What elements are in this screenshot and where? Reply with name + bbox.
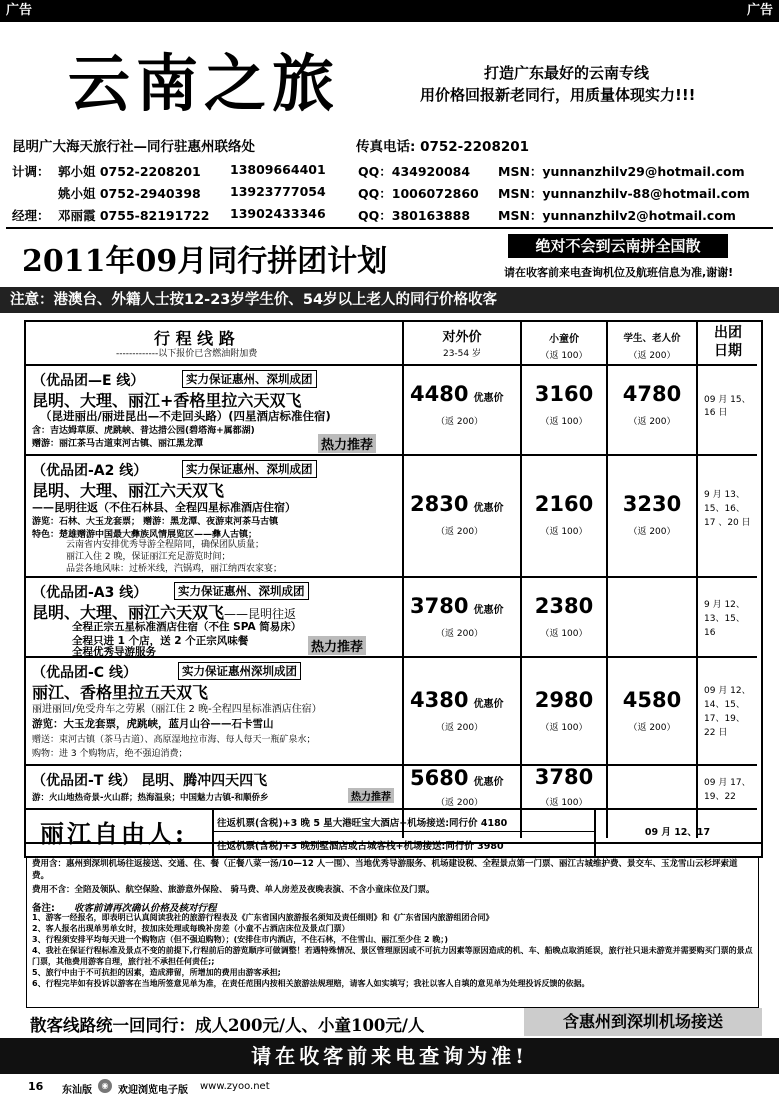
route-guarantee: 实力保证惠州深圳成团 bbox=[178, 662, 301, 680]
return-label: （返 100） bbox=[540, 527, 588, 537]
route-dates: 09 月 17、19、22 bbox=[704, 778, 751, 802]
route-name: 昆明、腾冲四天四飞 bbox=[141, 773, 268, 789]
route-desc: ——昆明往返（不住石林县、全程四星标准酒店住宿） bbox=[32, 501, 296, 514]
logo-icon: ◉ bbox=[98, 1079, 112, 1093]
route-tail: ——昆明往返 bbox=[224, 607, 297, 621]
slogan-2: 用价格回报新老同行，用质量体现实力!!! bbox=[420, 86, 696, 104]
return-label: （返 200） bbox=[436, 527, 484, 537]
route-line: 品尝各地风味：过桥米线，汽锅鸡，丽江纳西农家宴； bbox=[66, 564, 283, 574]
airport-badge: 含惠州到深圳机场接送 bbox=[524, 1008, 762, 1036]
student-price: 3230 bbox=[622, 492, 682, 516]
top-bar bbox=[0, 0, 779, 22]
route-name: 丽江、香格里拉五天双飞 bbox=[32, 683, 209, 702]
call-banner: 请在收客前来电查询为准! bbox=[0, 1038, 779, 1074]
note-head: 收客前请再次确认价格及核对行程 bbox=[74, 903, 217, 914]
terms-item: 2、客人报名出现单男单女时，按加床处理或每晚补房差（小童不占酒店床位及景点门票） bbox=[32, 924, 350, 933]
return-label: （返 200） bbox=[628, 723, 676, 733]
route-line: 全程正宗五星标准酒店住宿（不住 SPA 简易床） bbox=[72, 621, 302, 633]
route-desc: 丽进丽回/免受舟车之劳累（丽江住 2 晚-全程四星标准酒店住宿） bbox=[32, 704, 322, 715]
adult-price-block bbox=[410, 766, 504, 790]
contact-msn: MSN：yunnanzhilv2@hotmail.com bbox=[498, 208, 736, 223]
route-line: 特色：楚雄赠游中国最大彝族风情展览区——彝人古镇； bbox=[32, 530, 258, 540]
notice-bar bbox=[0, 287, 779, 313]
terms-item: 4、我社在保证行程标准及景点不变的前提下,行程前后的游览顺序可做调整！若遇特殊情况、景区管理原因或不可抗力因素等原因造成的机、车、船晚点取消延误，旅行社只退未游览并需要购买门票的景点门票，其他费用游客自理，旅行社不承担任何责任;; bbox=[32, 946, 753, 966]
route-line: 游览：大玉龙套票，虎跳峡，蓝月山谷——石卡雪山 bbox=[32, 718, 274, 730]
terms-item: 6、行程完毕如有投诉以游客在当地所签意见单为准，在责任范围内按相关旅游法规理赔，请客人如实填写；我社以客人自填的意见单为处理投诉反馈的依据。 bbox=[32, 979, 590, 988]
return-label: （返 200） bbox=[436, 629, 484, 639]
adult-price-block bbox=[410, 382, 504, 406]
student-price: 4780 bbox=[622, 382, 682, 406]
free-divider bbox=[212, 808, 214, 856]
offer-label: 优惠价 bbox=[473, 393, 504, 404]
return-label: （返 200） bbox=[436, 417, 484, 427]
header-date: 出团日期 bbox=[714, 325, 742, 359]
contact-mobile: 13923777054 bbox=[230, 184, 326, 199]
terms-item: 1、游客一经报名，即表明已认真阅读我社的旅游行程表及《广东省国内旅游报名须知及责任细则》和《广东省国内旅游组团合同》 bbox=[32, 913, 494, 922]
agency-fax: 传真电话: 0752-2208201 bbox=[356, 139, 530, 155]
contact-role: 经理： bbox=[12, 208, 50, 223]
notice-text: 注意：港澳台、外籍人士按12-23岁学生价、54岁以上老人的同行价格收客 bbox=[10, 292, 498, 308]
adult-price-block bbox=[410, 594, 504, 618]
adult-price: 3780 bbox=[410, 594, 469, 618]
offer-label: 优惠价 bbox=[473, 605, 504, 616]
child-price: 3160 bbox=[534, 382, 594, 406]
route-guarantee: 实力保证惠州、深圳成团 bbox=[174, 582, 309, 600]
brand-title: 云南之旅 bbox=[68, 47, 341, 120]
contact-person: 郭小姐 0752-2208201 bbox=[58, 164, 201, 179]
route-line: 赠游：丽江茶马古道束河古镇、丽江黑龙潭 bbox=[32, 439, 204, 449]
route-line: 云南省内安排优秀导游全程陪同，确保团队质量； bbox=[66, 540, 265, 550]
route-dates: 09 月 15、16 日 bbox=[704, 395, 751, 418]
route-line: 含：吉达姆草原、虎跳峡、普达措公园(碧塔海+属都湖) bbox=[32, 426, 255, 436]
contact-msn: MSN：yunnanzhilv-88@hotmail.com bbox=[498, 186, 750, 201]
agency-name: 昆明广大海天旅行社—同行驻惠州联络处 bbox=[12, 139, 255, 155]
slogan-1: 打造广东最好的云南专线 bbox=[484, 64, 650, 82]
route-line: 游览：石林、大玉龙套票； 赠游：黑龙潭、夜游束河茶马古镇 bbox=[32, 517, 279, 527]
return-label: （返 100） bbox=[540, 798, 588, 808]
no-scatter-badge: 绝对不会到云南拼全国散 bbox=[508, 234, 728, 258]
ad-label-right: 广告 bbox=[746, 3, 773, 18]
plan-note: 请在收客前来电查询机位及航班信息为准,谢谢! bbox=[504, 266, 734, 279]
contact-person: 邓丽霞 0755-82191722 bbox=[58, 208, 210, 223]
route-line: 赠送：束河古镇（茶马古道）、高原湿地拉市海、每人每天一瓶矿泉水； bbox=[32, 735, 316, 745]
return-label: （返 200） bbox=[628, 417, 676, 427]
header-adult-sub: 23-54 岁 bbox=[442, 349, 481, 359]
header-route-sub: -------------以下报价已含燃油附加费 bbox=[116, 349, 258, 359]
header-student: 学生、老人价 bbox=[623, 333, 681, 344]
fee-excluded: 费用不含：全陪及领队、航空保险、旅游意外保险、 骑马费、单人房差及夜晚表演、不含小童床位及门票。 bbox=[32, 885, 435, 895]
student-price: 4580 bbox=[622, 688, 682, 712]
route-tag: （优品团-A3 线） bbox=[32, 585, 148, 601]
edition: 东汕版 bbox=[62, 1085, 92, 1096]
route-line: 丽江入住 2 晚，保证丽江充足游览时间； bbox=[66, 552, 231, 562]
terms-item: 5、旅行中由于不可抗拒的因素，造成滞留，所增加的费用由游客承担; bbox=[32, 968, 281, 977]
header-route: 行 程 线 路 bbox=[154, 329, 235, 348]
route-name: 昆明、大理、丽江六天双飞 bbox=[32, 481, 225, 500]
offer-label: 优惠价 bbox=[473, 699, 504, 710]
return-label: （返 200） bbox=[628, 527, 676, 537]
free-option: 往返机票(含税)+3 晚 5 星大港旺宝大酒店+机场接送:同行价 4180 bbox=[217, 818, 508, 829]
contact-qq: QQ：380163888 bbox=[358, 208, 471, 223]
route-tag: （优品团-T 线） bbox=[32, 773, 137, 789]
contact-mobile: 13809664401 bbox=[230, 162, 326, 177]
page-number: 16 bbox=[28, 1080, 44, 1093]
header-student-sub: （返 200） bbox=[628, 351, 676, 361]
child-price: 2380 bbox=[534, 594, 594, 618]
scatter-price: 散客线路统一回同行：成人200元/人、小童100元/人 bbox=[30, 1016, 425, 1035]
fee-included: 费用含：惠州到深圳机场往返接送、交通、住、餐（正餐八菜一汤/10—12 人一围）、当地优秀导游服务、机场建设税、全程景点第一门票、丽江古城维护费、景交车、玉龙雪山云杉坪索道费。 bbox=[32, 859, 738, 881]
route-guarantee: 实力保证惠州、深圳成团 bbox=[182, 370, 317, 388]
route-desc: （昆进丽出/丽进昆出—不走回头路）(四星酒店标准住宿) bbox=[40, 409, 331, 423]
child-price: 3780 bbox=[534, 765, 594, 789]
plan-title: 2011年09月同行拼团计划 bbox=[22, 244, 388, 279]
header-child-sub: （返 100） bbox=[540, 351, 588, 361]
free-divider bbox=[212, 831, 594, 832]
contact-mobile: 13902433346 bbox=[230, 206, 326, 221]
route-name: 昆明、大理、丽江+香格里拉六天双飞 bbox=[32, 391, 302, 410]
site-url[interactable]: www.zyoo.net bbox=[200, 1081, 270, 1092]
route-line: 全程优秀导游服务 bbox=[72, 646, 156, 658]
hot-badge: 热力推荐 bbox=[308, 636, 366, 655]
divider bbox=[6, 227, 773, 229]
terms-item: 3、行程须安排平均每天进一个购物店（但不强迫购物）；(安排住市内酒店，不住石林，不住雪山、丽江至少住 2 晚；) bbox=[32, 935, 449, 944]
route-tag: （优品团-A2 线） bbox=[32, 463, 148, 479]
ad-label-left: 广告 bbox=[6, 3, 33, 18]
offer-label: 优惠价 bbox=[473, 503, 504, 514]
note-label: 备注: bbox=[32, 903, 55, 914]
free-title: 丽江自由人: bbox=[40, 819, 187, 848]
return-label: （返 100） bbox=[540, 417, 588, 427]
route-name: 昆明、大理、丽江六天双飞 bbox=[32, 603, 225, 622]
free-option: 往返机票(含税)+3 晚别墅酒店或古城客栈+机场接送:同行价 3980 bbox=[217, 841, 504, 852]
adult-price-block bbox=[410, 688, 504, 712]
route-dates: 9 月 13、15、16、17 、20 日 bbox=[704, 490, 751, 528]
return-label: （返 200） bbox=[436, 723, 484, 733]
contact-qq: QQ：1006072860 bbox=[358, 186, 479, 201]
hot-badge: 热力推荐 bbox=[318, 434, 376, 453]
route-tag: （优品团-C 线） bbox=[32, 665, 137, 681]
header-adult: 对外价 bbox=[442, 330, 482, 345]
route-line: 购物：进 3 个购物店，绝不强迫消费； bbox=[32, 749, 188, 759]
hot-badge: 热力推荐 bbox=[348, 788, 394, 803]
adult-price: 4480 bbox=[410, 382, 469, 406]
adult-price-block bbox=[410, 492, 504, 516]
route-line: 游：火山地热奇景-火山群；热海温泉；中国魅力古镇-和顺侨乡 bbox=[32, 793, 269, 803]
route-line: 全程只进 1 个店，送 2 个正宗风味餐 bbox=[72, 635, 249, 647]
route-dates: 9 月 12、13、15、16 bbox=[704, 600, 745, 638]
contact-role: 计调： bbox=[12, 164, 50, 179]
free-dates: 09 月 12、17 bbox=[644, 827, 711, 838]
route-guarantee: 实力保证惠州、深圳成团 bbox=[182, 460, 317, 478]
contact-msn: MSN：yunnanzhilv29@hotmail.com bbox=[498, 164, 745, 179]
route-tag: （优品团—E 线） bbox=[32, 373, 145, 389]
adult-price: 5680 bbox=[410, 766, 469, 790]
child-price: 2980 bbox=[534, 688, 594, 712]
return-label: （返 200） bbox=[436, 798, 484, 808]
offer-label: 优惠价 bbox=[473, 777, 504, 788]
child-price: 2160 bbox=[534, 492, 594, 516]
contact-qq: QQ：434920084 bbox=[358, 164, 471, 179]
welcome-text: 欢迎浏览电子版 bbox=[118, 1085, 188, 1096]
adult-price: 2830 bbox=[410, 492, 469, 516]
return-label: （返 100） bbox=[540, 723, 588, 733]
route-dates: 09 月 12、14、15、17、19、22 日 bbox=[704, 686, 751, 738]
route-table bbox=[24, 320, 763, 844]
adult-price: 4380 bbox=[410, 688, 469, 712]
return-label: （返 100） bbox=[540, 629, 588, 639]
header-child: 小童价 bbox=[549, 334, 579, 345]
contact-person: 姚小姐 0752-2940398 bbox=[58, 186, 201, 201]
route-title-block bbox=[32, 770, 267, 790]
